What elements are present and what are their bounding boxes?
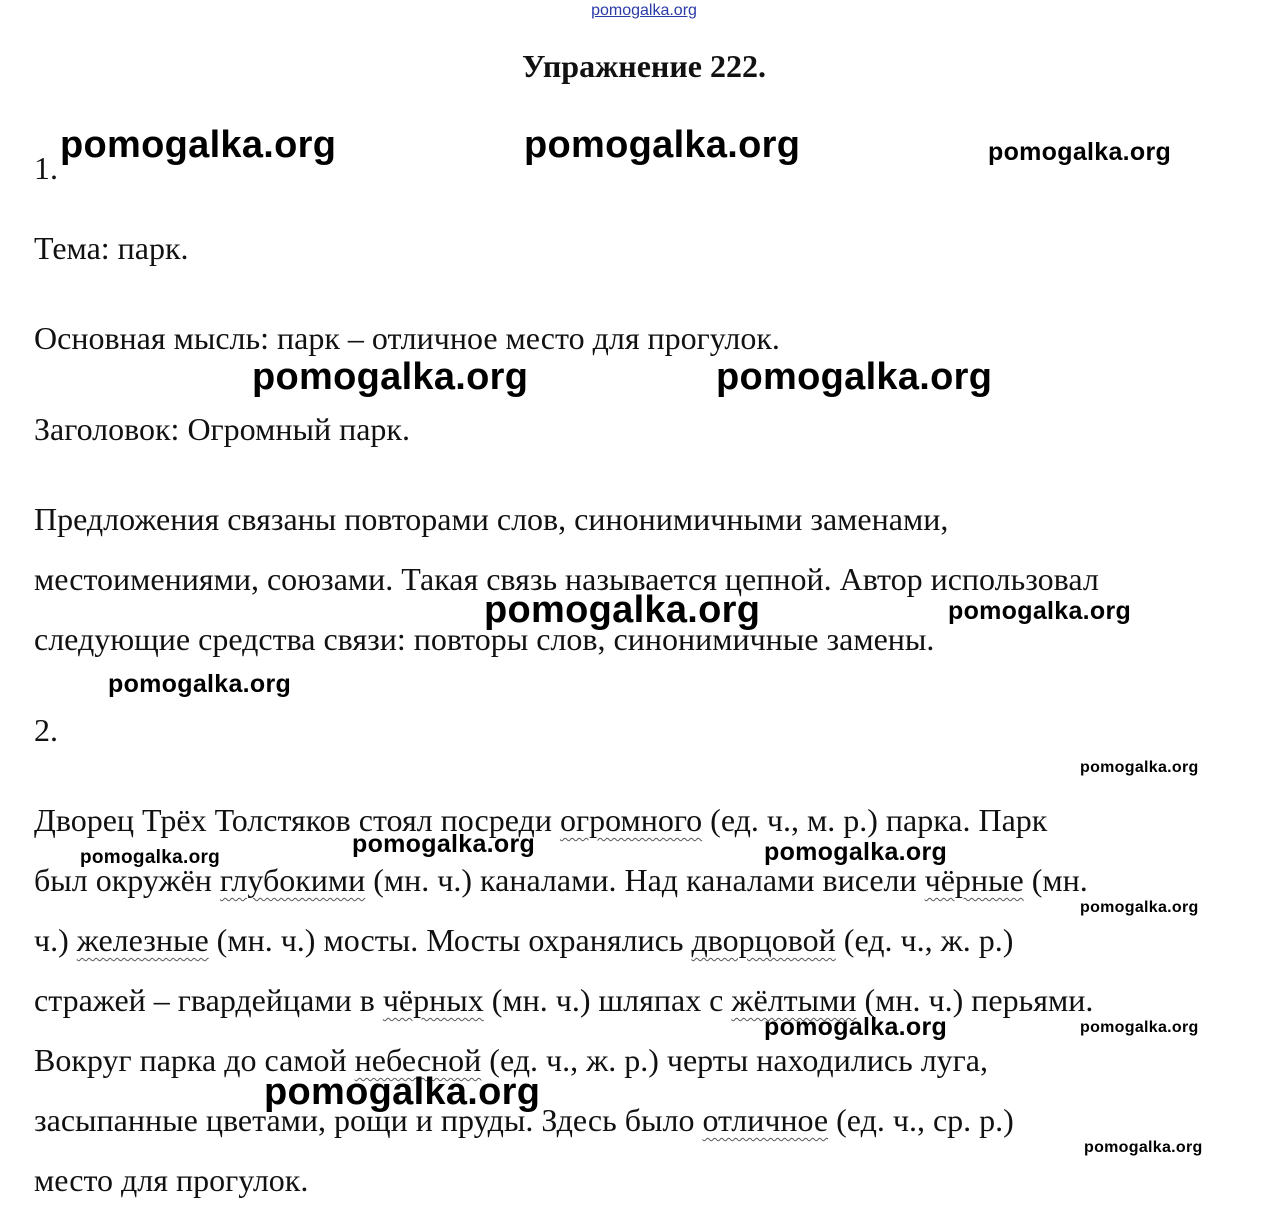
watermark: pomogalka.org (1080, 899, 1199, 916)
watermark: pomogalka.org (484, 589, 761, 631)
connection-line-2: местоимениями, союзами. Такая связь называется цепной. Автор использовал (34, 561, 1099, 597)
watermark: pomogalka.org (352, 830, 536, 858)
watermark: pomogalka.org (60, 124, 337, 166)
adjective: огромного (559, 802, 703, 838)
text-line-7: место для прогулок. (34, 1162, 309, 1198)
watermark: pomogalka.org (1080, 759, 1199, 776)
section-2-number: 2. (34, 712, 58, 748)
site-link[interactable]: pomogalka.org (591, 2, 697, 19)
watermark: pomogalka.org (1084, 1139, 1203, 1156)
watermark: pomogalka.org (764, 1013, 948, 1041)
adjective: небесной (354, 1042, 482, 1078)
watermark: pomogalka.org (108, 670, 292, 698)
adjective: чёрные (924, 862, 1024, 898)
heading-line: Заголовок: Огромный парк. (34, 411, 410, 447)
watermark: pomogalka.org (524, 124, 801, 166)
text-line-3: ч.) железные (мн. ч.) мосты. Мосты охранялись дворцовой (ед. ч., ж. р.) (34, 922, 1014, 958)
watermark: pomogalka.org (252, 356, 529, 398)
section-1-number: 1. (34, 150, 58, 186)
watermark: pomogalka.org (264, 1071, 541, 1113)
watermark: pomogalka.org (1080, 1019, 1199, 1036)
main-idea-line: Основная мысль: парк – отличное место для прогулок. (34, 320, 780, 356)
connection-line-3: следующие средства связи: повторы слов, синонимичные замены. (34, 621, 935, 657)
watermark: pomogalka.org (716, 356, 993, 398)
text-line-5: Вокруг парка до самой небесной (ед. ч., ж. р.) черты находились луга, (34, 1042, 988, 1078)
connection-line-1: Предложения связаны повторами слов, синонимичными заменами, (34, 501, 949, 537)
theme-line: Тема: парк. (34, 230, 189, 266)
watermark: pomogalka.org (80, 847, 221, 868)
adjective: глубокими (219, 862, 366, 898)
adjective: отличное (702, 1102, 829, 1138)
text-line-6: засыпанные цветами, рощи и пруды. Здесь было отличное (ед. ч., ср. р.) (34, 1102, 1014, 1138)
watermark: pomogalka.org (988, 138, 1172, 166)
adjective: железные (76, 922, 209, 958)
text-line-4: стражей – гвардейцами в чёрных (мн. ч.) шляпах с жёлтыми (мн. ч.) перьями. (34, 982, 1094, 1018)
watermark: pomogalka.org (948, 597, 1132, 625)
exercise-title: Упражнение 222. (521, 48, 766, 84)
text-line-1: Дворец Трёх Толстяков стоял посреди огромного (ед. ч., м. р.) парка. Парк (34, 802, 1048, 838)
adjective: дворцовой (691, 922, 836, 958)
adjective: жёлтыми (731, 982, 857, 1018)
watermark: pomogalka.org (764, 838, 948, 866)
adjective: чёрных (382, 982, 484, 1018)
text-line-2: был окружён глубокими (мн. ч.) каналами. Над каналами висели чёрные (мн. (34, 862, 1088, 898)
